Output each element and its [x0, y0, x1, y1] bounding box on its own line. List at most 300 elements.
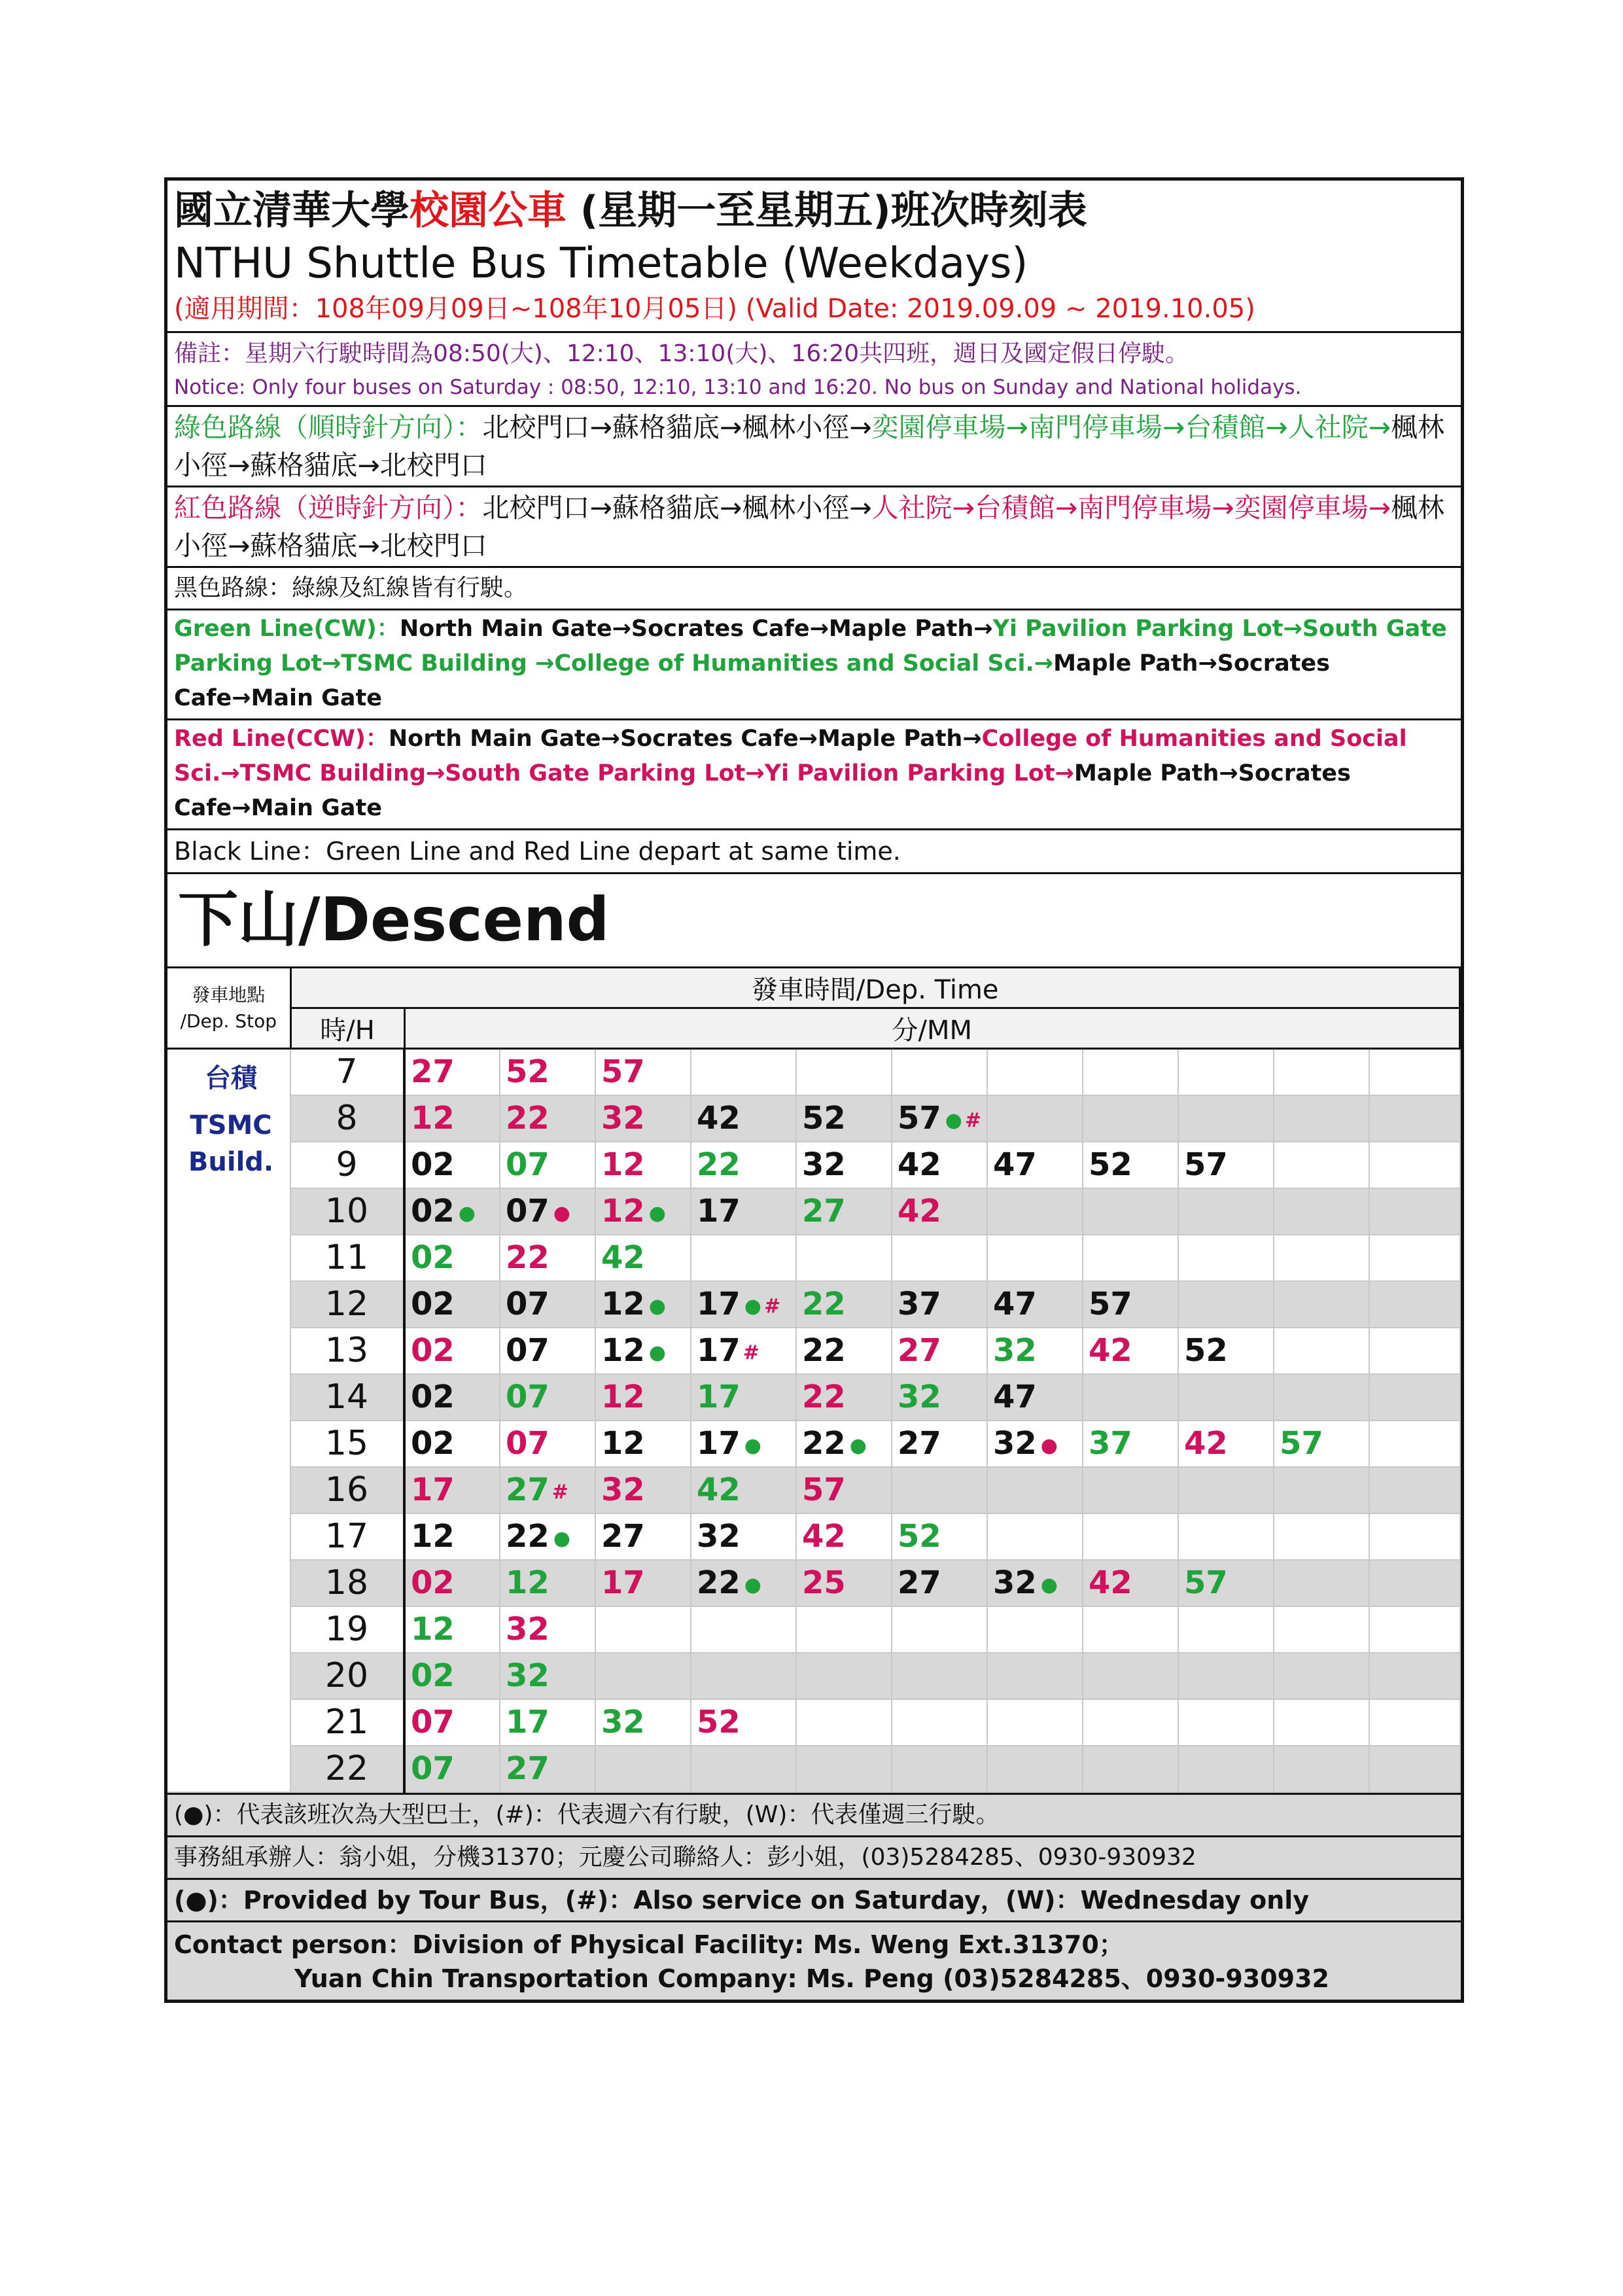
minute-cell: [691, 1049, 796, 1095]
stop-header: [167, 968, 290, 1049]
green-route-zh-c: 楓林小徑→蘇格貓底→北校門口: [174, 412, 1444, 481]
minute-value: 32: [898, 1379, 941, 1415]
timetable-row: [167, 1746, 1460, 1792]
minute-cell: [987, 1095, 1083, 1142]
minute-cell: [1274, 1281, 1369, 1328]
minute-cell: [595, 1142, 691, 1188]
minute-cell: [987, 1049, 1083, 1095]
minute-value: 27: [601, 1518, 645, 1555]
minute-value: 17: [506, 1704, 550, 1740]
minute-value: 57: [1184, 1146, 1228, 1183]
minute-value: 12: [601, 1332, 645, 1369]
minute-value: 17: [697, 1425, 741, 1462]
green-route-zh-a: 北校門口→蘇格貓底→楓林小徑→: [482, 412, 872, 443]
minute-value: 22: [506, 1239, 550, 1276]
minute-cell: [404, 1421, 500, 1467]
minute-value: 32: [993, 1564, 1037, 1601]
minute-cell: [796, 1142, 892, 1188]
minute-cell: [595, 1746, 691, 1792]
hour-cell: 19: [290, 1606, 404, 1653]
title-en: NTHU Shuttle Bus Timetable (Weekdays): [174, 239, 1028, 288]
minute-cell: [404, 1049, 500, 1095]
minute-cell: [500, 1606, 595, 1653]
minute-cell: [500, 1374, 595, 1421]
minute-value: 27: [898, 1425, 941, 1462]
minute-value: 02: [411, 1146, 455, 1183]
minute-value: 22: [697, 1564, 741, 1601]
minute-cell: [595, 1049, 691, 1095]
minute-value: 47: [993, 1379, 1037, 1415]
minute-value: 42: [697, 1100, 741, 1137]
minute-value: 12: [411, 1611, 455, 1648]
minute-cell: [691, 1699, 796, 1746]
minute-cell: [691, 1142, 796, 1188]
minute-cell: [1178, 1142, 1274, 1188]
minute-cell: [404, 1606, 500, 1653]
minute-value: 37: [1089, 1425, 1132, 1462]
legend-en: (●)：Provided by Tour Bus，(#)：Also service on Saturday，(W)：Wednesday only: [167, 1878, 1461, 1920]
minute-cell: [500, 1560, 595, 1606]
minute-cell: [1369, 1606, 1460, 1653]
minute-cell: [691, 1421, 796, 1467]
minute-cell: [691, 1467, 796, 1513]
minute-cell: [892, 1699, 987, 1746]
minute-cell: [987, 1374, 1083, 1421]
red-route-zh-label: 紅色路線（逆時針方向）：: [174, 492, 483, 523]
minute-value: 27: [506, 1750, 550, 1787]
valid-date: (適用期間：108年09月09日~108年10月05日) (Valid Date: 2019.09.09 ~ 2019.10.05): [174, 294, 1255, 324]
black-route-zh: [167, 568, 1461, 610]
red-route-en-b: College of Humanities and Social Sci.→TSMC Building→South Gate Parking Lot→Yi Pavilion Parking Lot→: [174, 726, 1407, 786]
minute-cell: [1178, 1095, 1274, 1142]
minute-value: 52: [697, 1704, 741, 1740]
minute-cell: [691, 1653, 796, 1699]
minute-value: 32: [601, 1704, 645, 1740]
minute-cell: [796, 1606, 892, 1653]
minute-cell: [1178, 1374, 1274, 1421]
minute-value: 07: [506, 1193, 550, 1229]
green-route-en-a: North Main Gate→Socrates Cafe→Maple Path→: [399, 616, 993, 642]
minute-cell: [500, 1699, 595, 1746]
minute-cell: [595, 1281, 691, 1328]
notice-zh: 備註：星期六行駛時間為08:50(大)、12:10、13:10(大)、16:20共四班，週日及國定假日停駛。: [174, 340, 1189, 367]
timetable-row: [167, 1606, 1460, 1653]
minute-value: 52: [802, 1100, 846, 1137]
minute-cell: [987, 1421, 1083, 1467]
minute-cell: [1178, 1699, 1274, 1746]
minute-value: 27: [898, 1564, 941, 1601]
minute-value: 22: [802, 1425, 846, 1462]
hour-cell: 12: [290, 1281, 404, 1328]
contact-en-line1: Contact person：Division of Physical Facility: Ms. Weng Ext.31370；: [174, 1930, 1124, 1959]
minute-cell: [1369, 1235, 1460, 1281]
minute-cell: [1178, 1467, 1274, 1513]
minute-cell: [1083, 1374, 1178, 1421]
minute-cell: [1274, 1188, 1369, 1235]
green-route-en-b: Yi Pavilion Parking Lot→South Gate Parking Lot→TSMC Building →College of Humanities and Social Sci.→: [174, 616, 1447, 677]
minute-cell: [500, 1653, 595, 1699]
minute-cell: [1274, 1606, 1369, 1653]
tour-bus-dot-icon: ●: [648, 1201, 666, 1225]
hour-cell: 14: [290, 1374, 404, 1421]
minute-cell: [1083, 1606, 1178, 1653]
minute-value: 17: [697, 1379, 741, 1415]
minute-cell: [1083, 1188, 1178, 1235]
minute-cell: [1178, 1421, 1274, 1467]
red-route-en-a: North Main Gate→Socrates Cafe→Maple Path→: [388, 726, 982, 752]
tour-bus-dot-icon: ●: [1040, 1434, 1058, 1457]
minute-cell: [1369, 1281, 1460, 1328]
hour-cell: 20: [290, 1653, 404, 1699]
minute-value: 25: [802, 1564, 846, 1601]
minute-value: 57: [1280, 1425, 1323, 1462]
minute-cell: [1369, 1095, 1460, 1142]
green-route-zh-label: 綠色路線（順時針方向）：: [174, 412, 483, 443]
minute-cell: [691, 1281, 796, 1328]
timetable-row: [167, 1467, 1460, 1513]
minute-cell: [595, 1606, 691, 1653]
saturday-hash-icon: #: [763, 1294, 781, 1318]
minute-value: 02: [411, 1286, 455, 1322]
minute-value: 32: [601, 1472, 645, 1508]
minute-cell: [1083, 1421, 1178, 1467]
minute-cell: [796, 1513, 892, 1560]
minute-value: 52: [1184, 1332, 1228, 1369]
minute-value: 02: [411, 1379, 455, 1415]
tour-bus-dot-icon: ●: [648, 1294, 666, 1318]
timetable-row: [167, 1374, 1460, 1421]
minute-cell: [1178, 1188, 1274, 1235]
minute-cell: [404, 1467, 500, 1513]
timetable-row: [167, 1328, 1460, 1374]
red-route-zh-b: 人社院→台積館→南門停車場→奕園停車場→: [871, 492, 1391, 523]
minute-cell: [892, 1235, 987, 1281]
minute-cell: [796, 1699, 892, 1746]
timetable-row: [167, 1513, 1460, 1560]
minute-value: 42: [802, 1518, 846, 1555]
minute-value: 32: [697, 1518, 741, 1555]
dep-time-header: 發車時間/Dep. Time: [290, 968, 1460, 1008]
minute-cell: [691, 1560, 796, 1606]
tour-bus-dot-icon: ●: [553, 1201, 570, 1225]
minute-cell: [1369, 1049, 1460, 1095]
minute-cell: [892, 1560, 987, 1606]
minute-cell: [1274, 1374, 1369, 1421]
minute-cell: [1274, 1142, 1369, 1188]
minute-cell: [691, 1188, 796, 1235]
minute-cell: [796, 1374, 892, 1421]
red-route-zh-a: 北校門口→蘇格貓底→楓林小徑→: [482, 492, 872, 523]
minute-value: 12: [601, 1286, 645, 1322]
title-block: [167, 181, 1461, 333]
minute-cell: [500, 1281, 595, 1328]
minute-cell: [1083, 1467, 1178, 1513]
red-route-zh-c: 楓林小徑→蘇格貓底→北校門口: [174, 492, 1444, 561]
minute-cell: [892, 1095, 987, 1142]
minute-cell: [1369, 1746, 1460, 1792]
section-title-en: /Descend: [298, 885, 610, 955]
minute-cell: [595, 1653, 691, 1699]
minute-cell: [892, 1746, 987, 1792]
minute-cell: [892, 1421, 987, 1467]
timetable-row: [167, 1653, 1460, 1699]
minute-cell: [987, 1188, 1083, 1235]
minute-value: 12: [411, 1100, 455, 1137]
stop-cell: [167, 1049, 290, 1792]
section-title-zh: 下山: [178, 885, 299, 955]
contact-en: [167, 1920, 1461, 2000]
stop-name-zh: 台積: [205, 1063, 257, 1093]
minute-value: 02: [411, 1425, 455, 1462]
minute-cell: [1274, 1699, 1369, 1746]
minute-cell: [987, 1606, 1083, 1653]
minute-value: 12: [601, 1146, 645, 1183]
minute-value: 07: [506, 1146, 550, 1183]
minute-cell: [987, 1653, 1083, 1699]
minute-value: 27: [898, 1332, 941, 1369]
hour-cell: 7: [290, 1049, 404, 1095]
hour-cell: 17: [290, 1513, 404, 1560]
timetable-sheet: [164, 177, 1464, 2003]
minute-value: 17: [697, 1332, 741, 1369]
minute-cell: [404, 1699, 500, 1746]
black-route-zh-text: 黑色路線：綠線及紅線皆有行駛。: [174, 574, 528, 601]
minute-cell: [892, 1142, 987, 1188]
minute-cell: [1369, 1142, 1460, 1188]
minute-value: 07: [411, 1750, 455, 1787]
minute-cell: [1178, 1606, 1274, 1653]
minute-value: 27: [411, 1053, 455, 1091]
minute-cell: [1274, 1746, 1369, 1792]
saturday-hash-icon: #: [742, 1341, 759, 1364]
minute-cell: [1083, 1513, 1178, 1560]
minute-cell: [796, 1188, 892, 1235]
stop-name-en-1: TSMC: [190, 1110, 272, 1140]
hour-cell: 22: [290, 1746, 404, 1792]
minute-cell: [595, 1467, 691, 1513]
minute-cell: [595, 1699, 691, 1746]
green-route-en-label: Green Line(CW)：: [174, 616, 400, 642]
minute-value: 32: [802, 1146, 846, 1183]
minute-cell: [595, 1328, 691, 1374]
minute-value: 17: [697, 1193, 741, 1229]
stop-header-en: /Dep. Stop: [180, 1010, 277, 1032]
legend-zh: (●)：代表該班次為大型巴士，(#)：代表週六有行駛，(W)：代表僅週三行駛。: [167, 1793, 1461, 1835]
minute-cell: [500, 1095, 595, 1142]
title-zh-suffix: (星期一至星期五)班次時刻表: [567, 188, 1087, 234]
timetable-row: [167, 1421, 1460, 1467]
minute-cell: [1369, 1467, 1460, 1513]
minute-value: 42: [1184, 1425, 1228, 1462]
minute-cell: [1178, 1049, 1274, 1095]
notice-block: [167, 333, 1461, 407]
hour-cell: 9: [290, 1142, 404, 1188]
hour-cell: 18: [290, 1560, 404, 1606]
minute-value: 22: [506, 1100, 550, 1137]
minute-cell: [796, 1653, 892, 1699]
timetable-row: [167, 1235, 1460, 1281]
minute-cell: [796, 1421, 892, 1467]
hour-cell: 11: [290, 1235, 404, 1281]
minute-value: 02: [411, 1332, 455, 1369]
minute-value: 22: [506, 1518, 550, 1555]
saturday-hash-icon: #: [551, 1480, 568, 1504]
minute-cell: [595, 1560, 691, 1606]
minute-cell: [1178, 1281, 1274, 1328]
stop-name-en-2: Build.: [188, 1147, 274, 1177]
minute-value: 42: [1089, 1564, 1132, 1601]
minute-cell: [987, 1235, 1083, 1281]
red-route-zh: [167, 487, 1461, 568]
minute-value: 07: [506, 1332, 550, 1369]
timetable-row: [167, 1188, 1460, 1235]
hour-cell: 21: [290, 1699, 404, 1746]
red-route-en-label: Red Line(CCW)：: [174, 726, 389, 752]
minute-cell: [796, 1746, 892, 1792]
minute-cell: [796, 1095, 892, 1142]
minute-value: 22: [802, 1332, 846, 1369]
minute-cell: [892, 1374, 987, 1421]
tour-bus-dot-icon: ●: [945, 1108, 962, 1132]
minute-value: 07: [506, 1286, 550, 1322]
tour-bus-dot-icon: ●: [1040, 1573, 1058, 1597]
tour-bus-dot-icon: ●: [744, 1434, 761, 1457]
minute-value: 52: [1089, 1146, 1132, 1183]
minute-cell: [1274, 1560, 1369, 1606]
minute-value: 12: [601, 1193, 645, 1229]
minute-cell: [987, 1513, 1083, 1560]
footer: [167, 1793, 1461, 2000]
minute-cell: [796, 1049, 892, 1095]
minute-cell: [595, 1095, 691, 1142]
minute-cell: [500, 1142, 595, 1188]
minute-value: 12: [601, 1425, 645, 1462]
minute-value: 42: [898, 1146, 941, 1183]
minute-value: 12: [506, 1564, 550, 1601]
minute-cell: [1178, 1560, 1274, 1606]
minute-value: 37: [898, 1286, 941, 1322]
minute-cell: [500, 1467, 595, 1513]
minute-cell: [1274, 1328, 1369, 1374]
minute-cell: [1274, 1467, 1369, 1513]
minute-cell: [1083, 1142, 1178, 1188]
minute-cell: [691, 1235, 796, 1281]
minute-cell: [1178, 1653, 1274, 1699]
green-route-zh-b: 奕園停車場→南門停車場→台積館→人社院→: [871, 412, 1391, 443]
minute-cell: [892, 1606, 987, 1653]
minute-cell: [500, 1049, 595, 1095]
green-route-zh: [167, 407, 1461, 487]
hour-cell: 15: [290, 1421, 404, 1467]
hour-cell: 13: [290, 1328, 404, 1374]
minute-value: 42: [601, 1239, 645, 1276]
minute-cell: [987, 1746, 1083, 1792]
minute-cell: [892, 1281, 987, 1328]
minute-value: 57: [1184, 1564, 1228, 1601]
contact-zh: 事務組承辦人：翁小姐，分機31370；元慶公司聯絡人：彭小姐，(03)5284285、0930-930932: [167, 1835, 1461, 1878]
minute-cell: [987, 1467, 1083, 1513]
minute-cell: [404, 1746, 500, 1792]
minute-cell: [404, 1374, 500, 1421]
minute-cell: [500, 1188, 595, 1235]
minute-value: 32: [506, 1657, 550, 1694]
minute-cell: [1083, 1281, 1178, 1328]
minute-value: 57: [898, 1100, 941, 1137]
minute-value: 47: [993, 1146, 1037, 1183]
minute-cell: [404, 1188, 500, 1235]
minute-cell: [796, 1235, 892, 1281]
minute-cell: [404, 1513, 500, 1560]
minute-cell: [987, 1699, 1083, 1746]
minute-cell: [1369, 1699, 1460, 1746]
minute-cell: [691, 1328, 796, 1374]
minute-cell: [595, 1235, 691, 1281]
minute-value: 32: [993, 1425, 1037, 1462]
minute-cell: [1274, 1421, 1369, 1467]
minute-value: 12: [601, 1379, 645, 1415]
minute-cell: [1369, 1513, 1460, 1560]
minute-value: 02: [411, 1657, 455, 1694]
tour-bus-dot-icon: ●: [648, 1341, 666, 1364]
minute-cell: [892, 1467, 987, 1513]
title-zh: [174, 185, 1454, 237]
minute-value: 07: [506, 1379, 550, 1415]
title-zh-highlight: 校園公車: [410, 188, 567, 234]
tour-bus-dot-icon: ●: [849, 1434, 867, 1457]
minute-value: 52: [506, 1053, 550, 1091]
minute-value: 22: [802, 1379, 846, 1415]
minute-cell: [1274, 1049, 1369, 1095]
minute-value: 17: [601, 1564, 645, 1601]
minute-cell: [500, 1328, 595, 1374]
red-route-en-c: Maple Path→Socrates Cafe→Main Gate: [174, 760, 1351, 821]
minute-value: 32: [506, 1611, 550, 1648]
notice-en: Notice: Only four buses on Saturday : 08:50, 12:10, 13:10 and 16:20. No bus on Sunday and National holidays.: [174, 376, 1302, 399]
minute-cell: [987, 1281, 1083, 1328]
minute-cell: [1369, 1374, 1460, 1421]
minute-cell: [1274, 1513, 1369, 1560]
minute-cell: [1178, 1513, 1274, 1560]
minute-cell: [404, 1328, 500, 1374]
minute-value: 02: [411, 1193, 455, 1229]
timetable-row: [167, 1095, 1460, 1142]
minute-value: 22: [697, 1146, 741, 1183]
minute-cell: [1083, 1328, 1178, 1374]
minute-value: 47: [993, 1286, 1037, 1322]
stop-header-zh: 發車地點: [192, 983, 266, 1006]
minute-cell: [796, 1328, 892, 1374]
tour-bus-dot-icon: ●: [458, 1201, 476, 1225]
minute-cell: [1274, 1235, 1369, 1281]
minute-value: 57: [1089, 1286, 1132, 1322]
minute-cell: [691, 1513, 796, 1560]
black-route-en: [167, 830, 1461, 874]
minute-cell: [1083, 1049, 1178, 1095]
timetable: [167, 968, 1461, 1793]
minute-cell: [404, 1560, 500, 1606]
minute-cell: [404, 1653, 500, 1699]
minute-value: 02: [411, 1564, 455, 1601]
minute-cell: [1178, 1235, 1274, 1281]
minute-value: 42: [697, 1472, 741, 1508]
minute-value: 32: [993, 1332, 1037, 1369]
hour-cell: 10: [290, 1188, 404, 1235]
tour-bus-dot-icon: ●: [744, 1573, 761, 1597]
minute-value: 12: [411, 1518, 455, 1555]
minute-value: 32: [601, 1100, 645, 1137]
minute-cell: [404, 1095, 500, 1142]
minute-value: 42: [898, 1193, 941, 1229]
